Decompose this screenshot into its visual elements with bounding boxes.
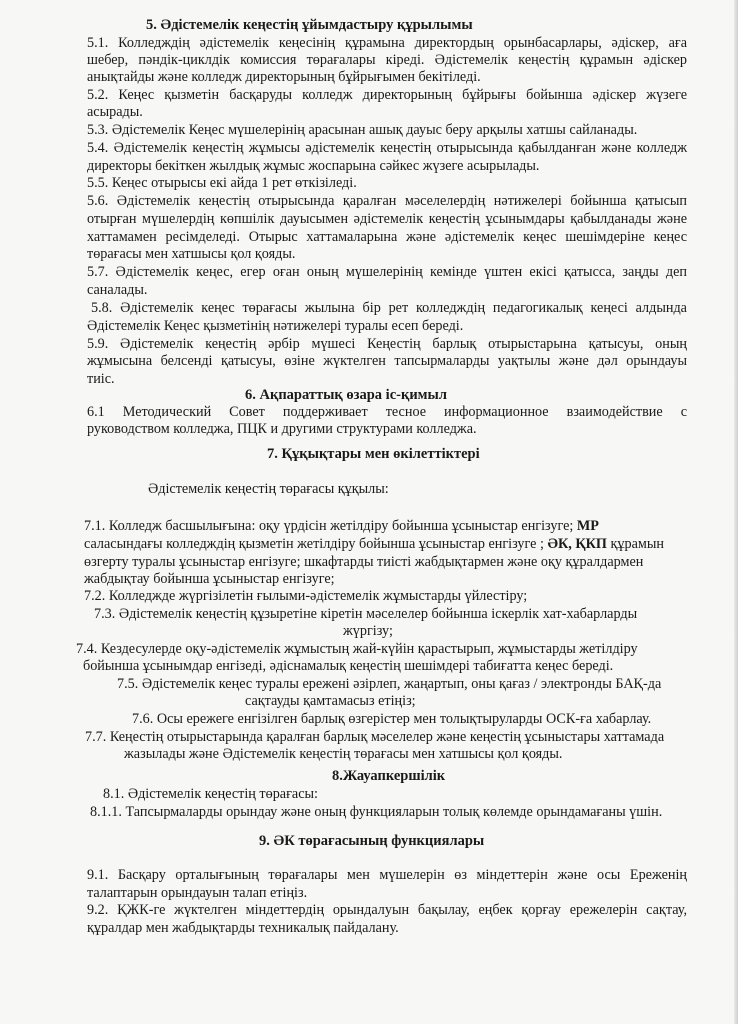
paragraph-line: саналады. bbox=[87, 282, 148, 298]
paragraph-line: 5.3. Әдістемелік Кеңес мүшелерінің арасынан ашық дауыс беру арқылы хатшы сайланады. bbox=[87, 122, 638, 138]
paragraph-line: шебер, пәндік-циклдік комиссия төрағалары кіреді. Әдістемелік кеңестің құрамын әдіскер bbox=[87, 52, 687, 68]
paragraph-line: 5.5. Кеңес отырысы екі айда 1 рет өткізіледі. bbox=[87, 175, 357, 191]
paragraph-line: сақтауды қамтамасыз етіңіз; bbox=[245, 693, 416, 709]
paragraph-line: талаптарын орындауын талап етіңіз. bbox=[87, 885, 308, 901]
paragraph-line: 5.8. Әдістемелік кеңес төрағасы жылына бір рет колледждің педагогикалық кеңесі алдында bbox=[91, 300, 687, 316]
paragraph-line: 7.3. Әдістемелік кеңестің құзыретіне кіретін мәселелер бойынша іскерлік хат-хабарларды bbox=[94, 606, 638, 622]
paragraph-line: 5.7. Әдістемелік кеңес, егер оған оның мүшелерінің кемінде үштен екісі қатысса, заңды деп bbox=[87, 264, 687, 280]
paragraph-line: 5.1. Колледждің әдістемелік кеңесінің құрамына директордың орынбасарлары, әдіскер, аға bbox=[87, 35, 687, 51]
page-edge bbox=[734, 0, 738, 1024]
paragraph-line: 5.9. Әдістемелік кеңестің әрбір мүшесі Кеңестің барлық отырыстарына қатысуы, оның bbox=[87, 336, 687, 352]
paragraph-line: тиіс. bbox=[87, 371, 115, 387]
section-8-heading: 8.Жауапкершілік bbox=[332, 768, 446, 784]
paragraph-line: 5.4. Әдістемелік кеңестің жұмысы әдістемелік кеңестің отырысында қабылданған және колледж bbox=[87, 140, 687, 156]
paragraph-line: бойынша ұсынымдар енгізеді, әдіснамалық кеңестің шешімдері табиғатта кеңес береді. bbox=[83, 658, 614, 674]
paragraph-line: жүргізу; bbox=[343, 623, 393, 639]
paragraph-line: 7.5. Әдістемелік кеңес туралы ережені әзірлеп, жаңартып, оны қағаз / электронды БАҚ-да bbox=[117, 676, 662, 692]
paragraph-line: 7.2. Колледжде жүргізілетін ғылыми-әдістемелік жұмыстарды үйлестіру; bbox=[84, 588, 528, 604]
paragraph-line: 9.2. ҚЖК-ге жүктелген міндеттердің орындалуын бақылау, еңбек қорғау ережелерін сақтау, bbox=[87, 902, 687, 918]
paragraph-line: 8.1.1. Тапсырмаларды орындау және оның функцияларын толық көлемде орындамағаны үшін. bbox=[90, 804, 663, 820]
paragraph-line: 5.6. Әдістемелік кеңестің отырысында қаралған мәселелердің нәтижелері бойынша қатысып bbox=[87, 193, 687, 209]
paragraph-line: 7.1. Колледж басшылығына: оқу үрдісін жетілдіру бойынша ұсыныстар енгізуге; МР bbox=[84, 518, 599, 534]
paragraph-line: жабдықтау бойынша ұсыныстар енгізуге; bbox=[84, 571, 335, 587]
section-9-heading: 9. ӘК төрағасының функциялары bbox=[259, 833, 485, 849]
paragraph-line: отырған мүшелердің көпшілік дауысымен әдістемелік кеңестің ұсынымдары қабылданады және bbox=[87, 211, 687, 227]
paragraph-line: 7.4. Кездесулерде оқу-әдістемелік жұмыстың жай-күйін қарастырып, жұмыстарды жетілдіру bbox=[76, 641, 638, 657]
paragraph-line: 7.7. Кеңестің отырыстарында қаралған барлық мәселелер және кеңестің ұсыныстары хаттамада bbox=[85, 729, 665, 745]
paragraph-line: құралдар мен жабдықтарды техникалық пайдалану. bbox=[87, 920, 399, 936]
paragraph-line: 5.2. Кеңес қызметін басқаруды колледж директорының бұйрығы бойынша әдіскер жүзеге bbox=[87, 87, 687, 103]
paragraph-line: өзгерту туралы ұсыныстар енгізуге; шкафтарды тиісті жабдықтармен және оқу құралдармен bbox=[84, 554, 644, 570]
paragraph-line: анықтайды және колледж директорының бұйрығымен бекітіледі. bbox=[87, 69, 481, 85]
paragraph-line: директоры бекіткен жылдық жұмыс жоспарына сәйкес жүзеге асырылады. bbox=[87, 158, 540, 174]
paragraph-line: жұмысына белсенді қатысуы, өзіне жүктелген тапсырмаларды уақтылы және дәл орындауы bbox=[87, 353, 687, 369]
section-5-heading: 5. Әдістемелік кеңестің ұйымдастыру құрылымы bbox=[146, 17, 473, 33]
section-7-heading: 7. Құқықтары мен өкілеттіктері bbox=[267, 446, 480, 462]
paragraph-line: жазылады және Әдістемелік кеңестің төрағасы мен хатшысы қол қояды. bbox=[124, 746, 563, 762]
paragraph-line: руководством колледжа, ПЦК и другими структурами колледжа. bbox=[87, 421, 477, 437]
paragraph-line: хаттамамен ресімделеді. Отырыс хаттамаларына және әдістемелік кеңес шешімдеріне кеңес bbox=[87, 229, 687, 245]
section-6-heading: 6. Ақпараттық өзара іс-қимыл bbox=[245, 387, 448, 403]
paragraph-line: 6.1 Методический Совет поддерживает тесное информационное взаимодействие с bbox=[87, 404, 687, 420]
paragraph-line: 7.6. Осы ережеге енгізілген барлық өзгерістер мен толықтыруларды ОСК-ға хабарлау. bbox=[132, 711, 652, 727]
paragraph-line: асырады. bbox=[87, 104, 143, 120]
paragraph-line: Әдістемелік Кеңес қызметінің нәтижелері туралы есеп береді. bbox=[87, 318, 464, 334]
paragraph-line: төрағасы мен хатшысы қол қояды. bbox=[87, 246, 296, 262]
section-7-intro: Әдістемелік кеңестің төрағасы құқылы: bbox=[148, 481, 389, 497]
paragraph-line: саласындағы колледждің қызметін жетілдіру бойынша ұсыныстар енгізуге ; ӘК, ҚКП құрамын bbox=[84, 536, 664, 552]
paragraph-line: 8.1. Әдістемелік кеңестің төрағасы: bbox=[103, 786, 318, 802]
paragraph-line: 9.1. Басқару орталығының төрағалары мен мүшелерін өз міндеттерін және осы Ереженің bbox=[87, 867, 687, 883]
